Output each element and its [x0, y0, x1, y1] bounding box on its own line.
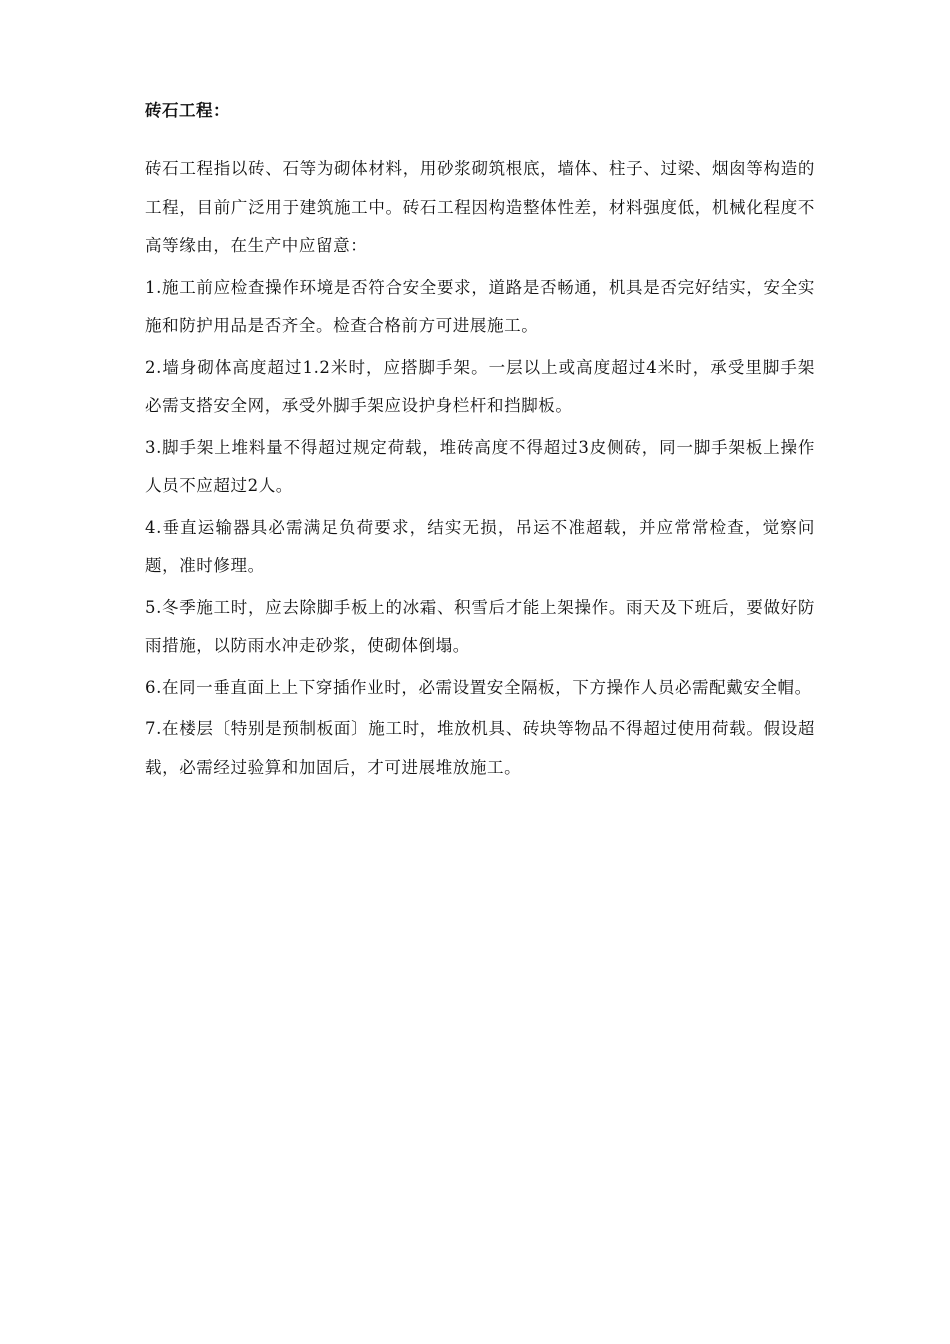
- document-body: [145, 96, 815, 790]
- list-item-5: 5.冬季施工时，应去除脚手板上的冰霜、积雪后才能上架操作。雨天及下班后，要做好防雨措施，以防雨水冲走砂浆，使砌体倒塌。: [145, 597, 815, 655]
- list-item-3: 3.脚手架上堆料量不得超过规定荷载，堆砖高度不得超过3皮侧砖，同一脚手架板上操作人员不应超过2人。: [145, 437, 815, 495]
- list-item-1: 1.施工前应检查操作环境是否符合安全要求，道路是否畅通，机具是否完好结实，安全实施和防护用品是否齐全。检查合格前方可进展施工。: [145, 277, 815, 335]
- list-item-4: 4.垂直运输器具必需满足负荷要求，结实无损，吊运不准超载，并应常常检查，觉察问题，准时修理。: [145, 517, 815, 575]
- list-item-6: 6.在同一垂直面上上下穿插作业时，必需设置安全隔板，下方操作人员必需配戴安全帽。: [145, 677, 812, 697]
- intro-paragraph: 砖石工程指以砖、石等为砌体材料，用砂浆砌筑根底，墙体、柱子、过梁、烟囱等构造的工程，目前广泛用于建筑施工中。砖石工程因构造整体性差，材料强度低，机械化程度不高等缘由，在生产中应留意：: [145, 159, 815, 255]
- document-title: 砖石工程：: [145, 101, 230, 120]
- list-item-2: 2.墙身砌体高度超过1.2米时，应搭脚手架。一层以上或高度超过4米时，承受里脚手架必需支搭安全网，承受外脚手架应设护身栏杆和挡脚板。: [145, 357, 815, 415]
- list-item-7: 7.在楼层〔特别是预制板面〕施工时，堆放机具、砖块等物品不得超过使用荷载。假设超载，必需经过验算和加固后，才可进展堆放施工。: [145, 719, 815, 777]
